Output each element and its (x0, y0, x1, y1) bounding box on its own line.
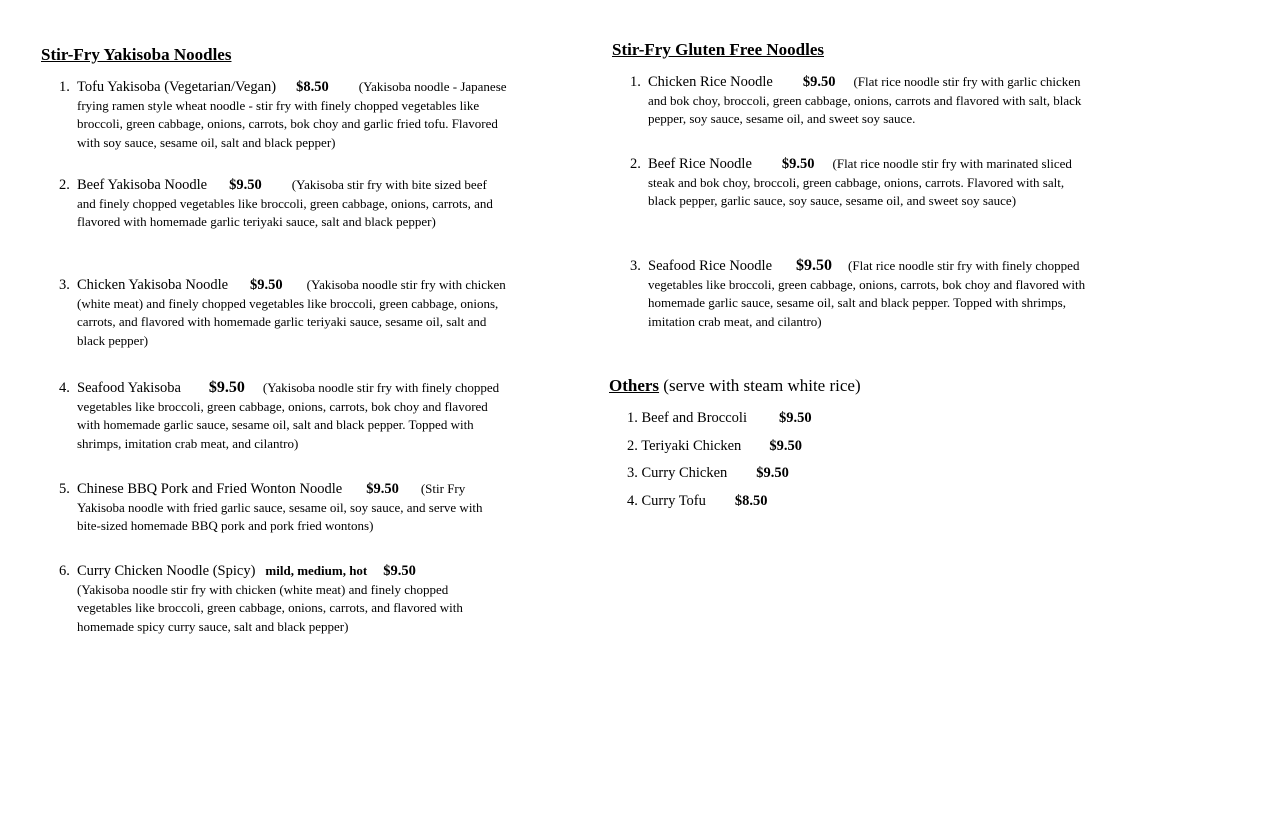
item-name: Seafood Yakisoba (77, 380, 181, 396)
others-heading (609, 376, 861, 396)
item-name: Seafood Rice Noodle (648, 258, 773, 274)
item-number: 5. (59, 481, 70, 497)
others-subtitle: (serve with steam white rice) (663, 376, 861, 395)
menu-item-chicken-rice-noodle (630, 73, 1088, 129)
item-number: 4. (59, 380, 70, 396)
item-price: $9.50 (781, 156, 815, 172)
item-price: $9.50 (250, 277, 283, 293)
item-number: 4. (627, 493, 638, 509)
menu-item-bbq-pork-wonton (59, 480, 509, 536)
item-name: Beef Yakisoba Noodle (77, 177, 208, 193)
menu-item-seafood-yakisoba (59, 379, 512, 453)
item-price: $9.50 (802, 74, 836, 90)
item-name: Curry Chicken (641, 465, 728, 481)
item-name: Tofu Yakisoba (Vegetarian/Vegan) (77, 79, 277, 95)
item-description: (Flat rice noodle stir fry with marinated sliced steak and bok choy, broccoli, green cabbage, onions, carrots. Flavored with salt, black pepper, garlic sauce, soy sauce, sesame oil, and sweet soy sauce) (648, 156, 1072, 209)
item-name: Teriyaki Chicken (641, 438, 742, 454)
item-number: 3. (627, 465, 638, 481)
item-price: $9.50 (769, 438, 802, 454)
item-price: $9.50 (229, 177, 262, 193)
yakisoba-section (41, 45, 231, 65)
item-description: (Yakisoba noodle - Japanese frying ramen style wheat noodle - stir fry with finely chopped vegetables like broccoli, green cabbage, onions, carrots, bok choy and garlic fried tofu. Flavored with soy sauce, sesame oil, salt and black pepper) (77, 79, 507, 150)
item-description: (Flat rice noodle stir fry with finely chopped vegetables like broccoli, green cabbage, onions, carrots, bok choy and flavored with homemade garlic sauce, sesame oil, salt and black pepper. Topped with shrimps, imitation crab meat, and cilantro) (648, 258, 1086, 329)
item-description: (Yakisoba noodle stir fry with finely chopped vegetables like broccoli, green cabbage, onions, carrots, bok choy and flavored with homemade garlic sauce, sesame oil, salt and black pepper. Topped with shrimps, imitation crab meat, and cilantro) (77, 380, 500, 451)
item-number: 3. (59, 277, 70, 293)
item-number: 2. (59, 177, 70, 193)
item-description: (Yakisoba noodle stir fry with chicken (white meat) and finely chopped vegetables like broccoli, green cabbage, onions, carrots, and flavored with homemade garlic teriyaki sauce, sesame oil, salt and black pepper) (77, 277, 506, 348)
other-item-teriyaki-chicken (627, 437, 802, 455)
item-name: Beef and Broccoli (641, 410, 747, 426)
others-section (609, 376, 861, 396)
item-number: 1. (59, 79, 70, 95)
gluten-free-title: Stir-Fry Gluten Free Noodles (612, 40, 824, 59)
item-description: (Flat rice noodle stir fry with garlic chicken and bok choy, broccoli, green cabbage, onions, carrots and flavored with salt, black pepper, soy sauce, sesame oil, and sweet soy sauce. (648, 74, 1082, 127)
item-number: 6. (59, 563, 70, 579)
menu-item-beef-yakisoba (59, 176, 507, 232)
item-price: $9.50 (366, 481, 399, 497)
item-name: Beef Rice Noodle (648, 156, 752, 172)
menu-item-tofu-yakisoba (59, 78, 512, 152)
item-price: $8.50 (296, 79, 329, 95)
item-name: Chicken Rice Noodle (648, 74, 773, 90)
menu-item-curry-chicken-noodle (59, 562, 502, 636)
spice-levels: mild, medium, hot (265, 563, 368, 578)
item-number: 1. (630, 74, 641, 90)
item-name: Chinese BBQ Pork and Fried Wonton Noodle (77, 481, 343, 497)
item-price: $9.50 (796, 257, 833, 274)
menu-item-chicken-yakisoba (59, 276, 507, 350)
item-price: $9.50 (208, 379, 245, 396)
item-description: (Yakisoba stir fry with bite sized beef and finely chopped vegetables like broccoli, green cabbage, onions, carrots, and flavored with homemade garlic teriyaki sauce, salt and black pepper) (77, 177, 493, 230)
item-number: 2. (627, 438, 638, 454)
item-name: Chicken Yakisoba Noodle (77, 277, 229, 293)
item-price: $8.50 (734, 493, 768, 509)
item-number: 1. (627, 410, 638, 426)
menu-item-beef-rice-noodle (630, 155, 1088, 211)
other-item-curry-tofu (627, 492, 768, 510)
item-price: $9.50 (756, 465, 789, 481)
item-name: Curry Chicken Noodle (Spicy) (77, 563, 256, 579)
others-title: Others (609, 376, 660, 395)
item-price: $9.50 (779, 410, 812, 426)
yakisoba-title: Stir-Fry Yakisoba Noodles (41, 45, 232, 64)
item-name: Curry Tofu (641, 493, 706, 509)
item-description: (Stir Fry Yakisoba noodle with fried garlic sauce, sesame oil, soy sauce, and serve with bite-sized homemade BBQ pork and pork fried wontons) (77, 481, 483, 534)
item-number: 2. (630, 156, 641, 172)
other-item-beef-broccoli (627, 409, 812, 427)
item-number: 3. (630, 258, 641, 274)
other-item-curry-chicken (627, 464, 789, 482)
item-price: $9.50 (383, 563, 416, 579)
menu-item-seafood-rice-noodle (630, 257, 1088, 331)
item-description: (Yakisoba noodle stir fry with chicken (white meat) and finely chopped vegetables like broccoli, green cabbage, onions, carrots, and flavored with homemade spicy curry sauce, salt and black pepper) (77, 581, 463, 634)
gluten-free-section (612, 40, 824, 60)
